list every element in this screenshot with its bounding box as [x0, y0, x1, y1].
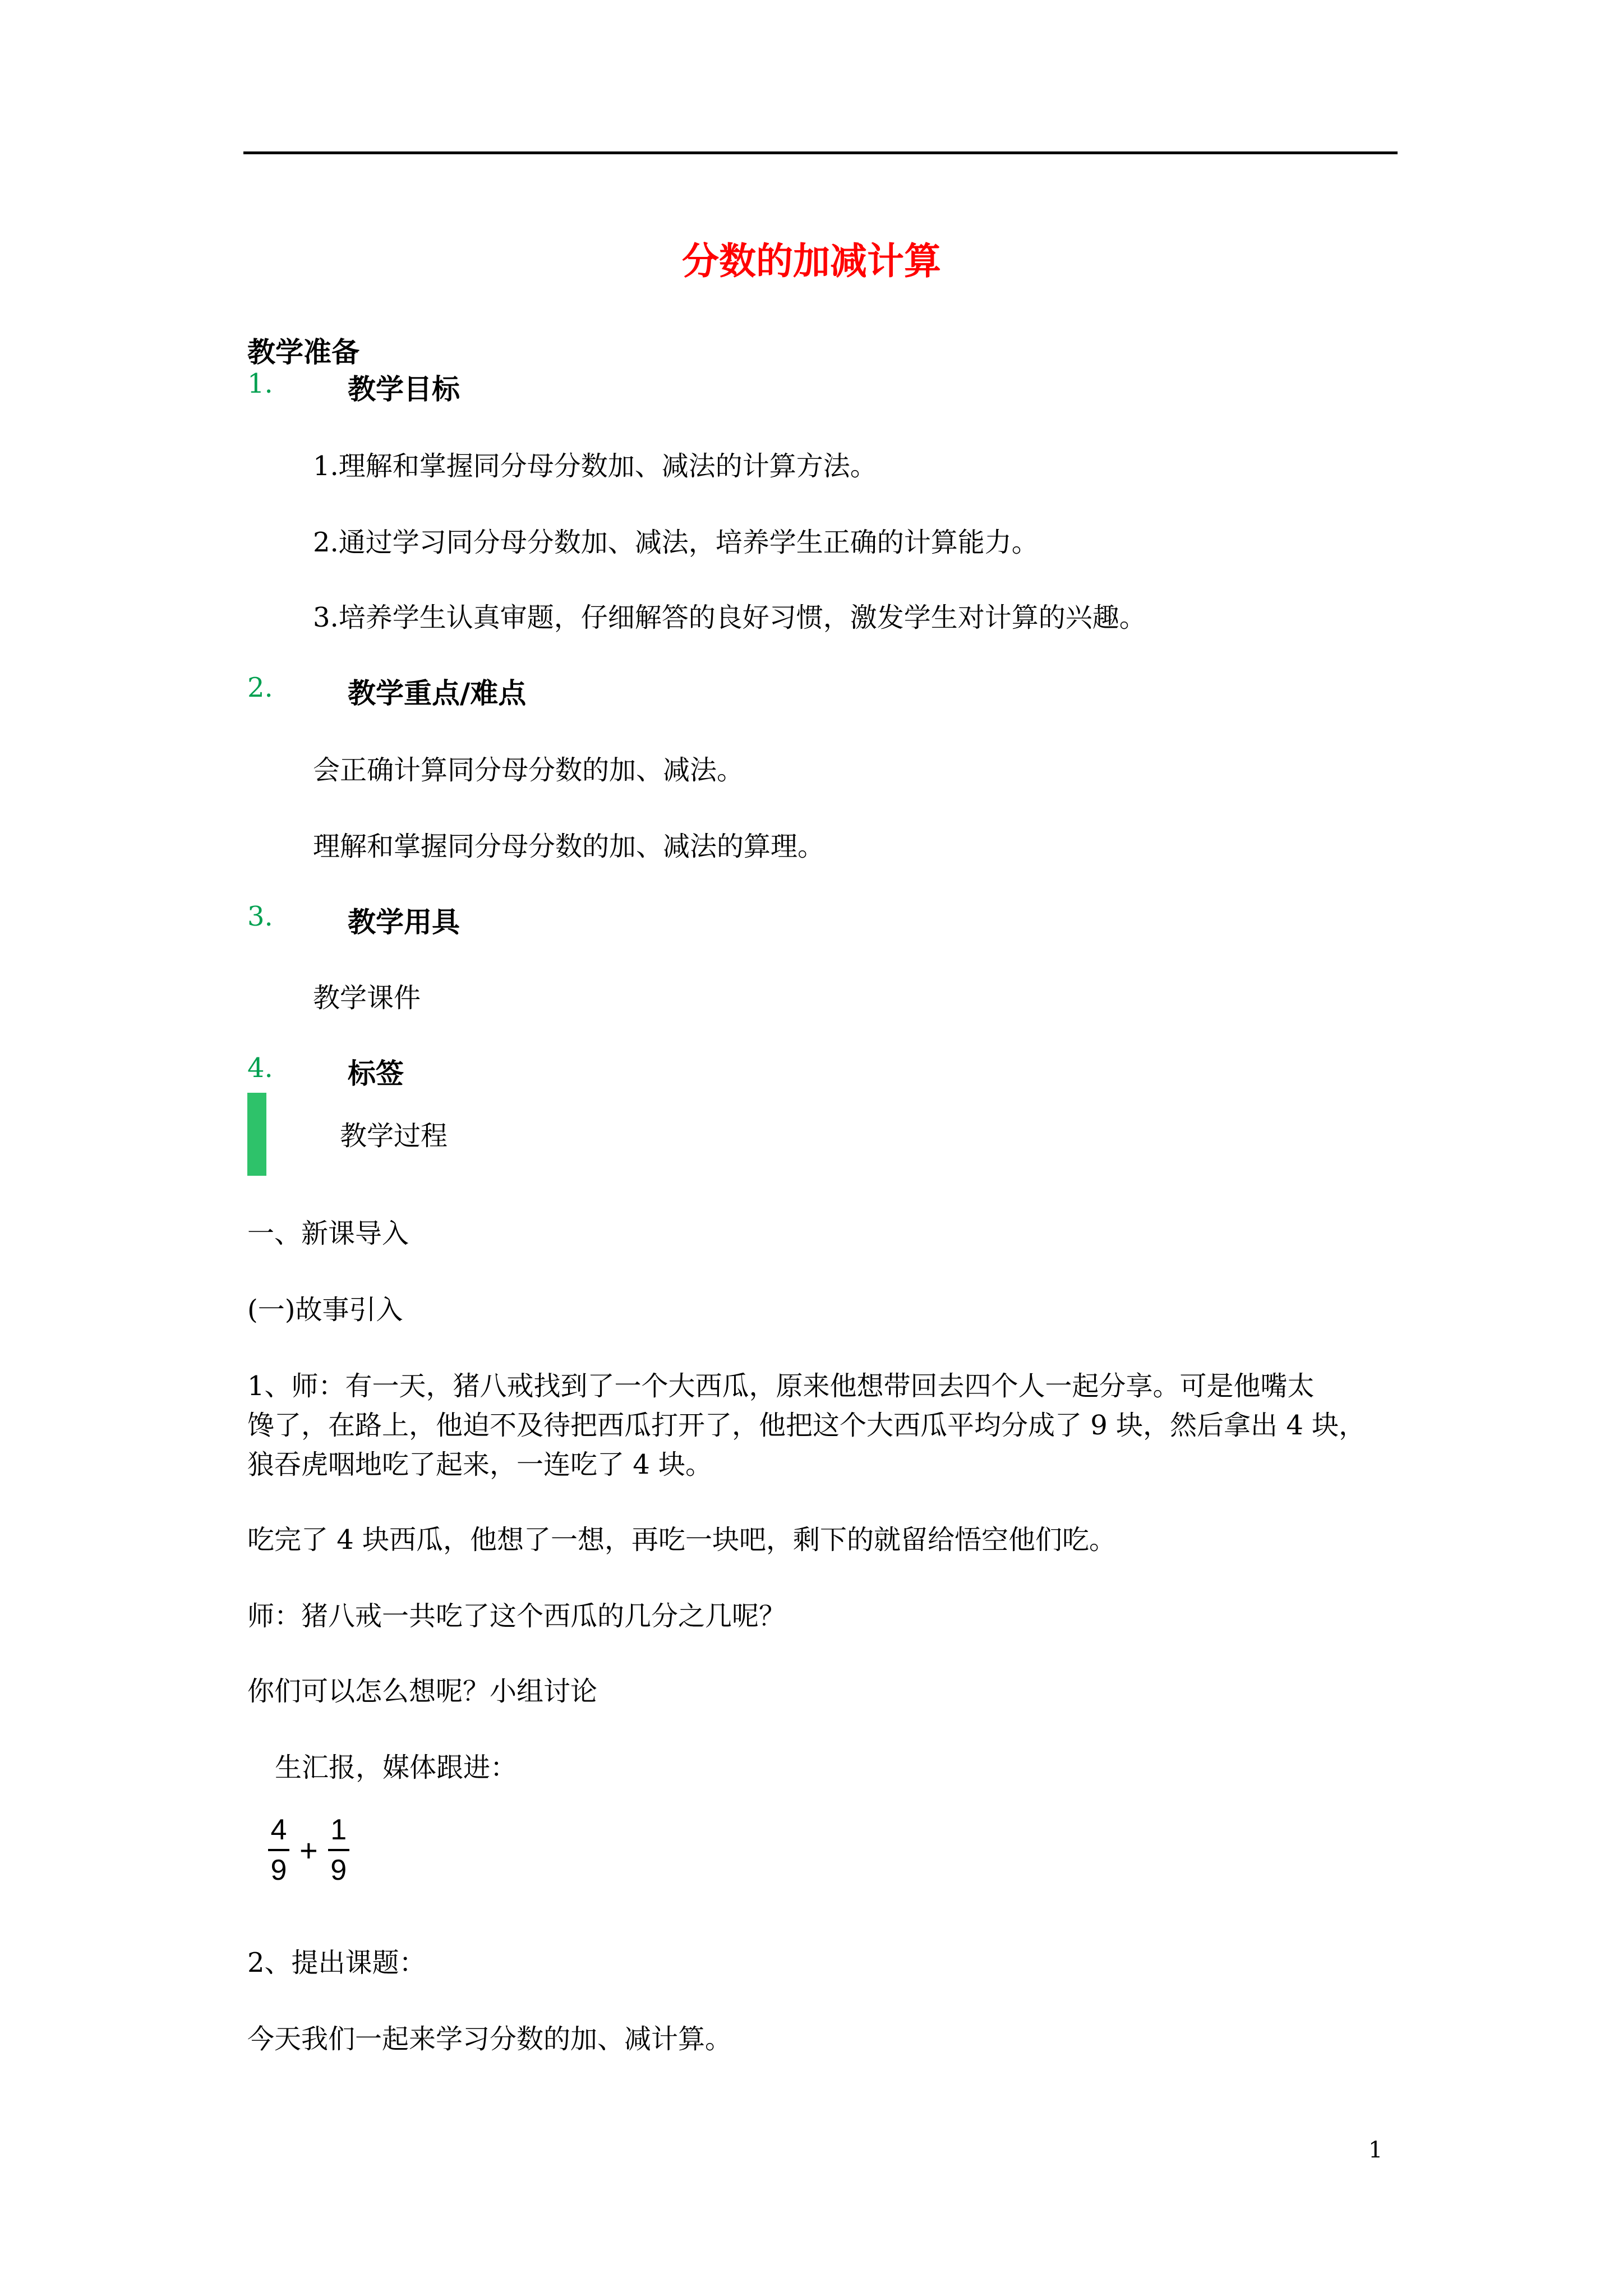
paragraph-story-line-1: 1、师：有一天，猪八戒找到了一个大西瓜，原来他想带回去四个人一起分享。可是他嘴太 — [247, 1370, 1315, 1402]
fraction-bar — [268, 1849, 289, 1851]
item-3-heading: 教学用具 — [348, 905, 460, 938]
fraction-b-denominator: 9 — [330, 1854, 347, 1887]
item-2-number: 2. — [247, 672, 273, 703]
item-2-line-2: 理解和掌握同分母分数的加、减法的算理。 — [313, 831, 825, 862]
fraction-one-ninth — [328, 1813, 349, 1887]
paragraph-story-line-2: 馋了，在路上，他迫不及待把西瓜打开了，他把这个大西瓜平均分成了 9 块，然后拿出 4 块， — [247, 1410, 1366, 1441]
paragraph-new-lesson: 一、新课导入 — [247, 1218, 409, 1249]
process-accent-bar — [247, 1093, 266, 1176]
paragraph-discussion: 你们可以怎么想呢？小组讨论 — [247, 1676, 598, 1707]
item-3-line-1: 教学课件 — [313, 982, 421, 1014]
item-2-heading: 教学重点/难点 — [348, 677, 527, 710]
item-1-number: 1. — [247, 368, 273, 399]
paragraph-today: 今天我们一起来学习分数的加、减计算。 — [247, 2023, 732, 2055]
document-title: 分数的加减计算 — [682, 239, 941, 283]
fraction-formula — [268, 1813, 349, 1887]
paragraph-report: 生汇报，媒体跟进： — [275, 1752, 518, 1783]
item-1-line-3: 3.培养学生认真审题，仔细解答的良好习惯，激发学生对计算的兴趣。 — [313, 602, 1146, 633]
header-rule — [243, 151, 1398, 154]
fraction-a-denominator: 9 — [270, 1854, 287, 1887]
item-4-number: 4. — [247, 1052, 273, 1084]
item-3-number: 3. — [247, 901, 273, 932]
paragraph-teacher-question: 师：猪八戒一共吃了这个西瓜的几分之几呢？ — [247, 1600, 786, 1632]
item-2-line-1: 会正确计算同分母分数的加、减法。 — [313, 754, 744, 786]
fraction-a-numerator: 4 — [270, 1814, 287, 1846]
fraction-bar — [328, 1849, 349, 1851]
item-1-line-2: 2.通过学习同分母分数加、减法，培养学生正确的计算能力。 — [313, 527, 1039, 558]
plus-sign: + — [299, 1832, 318, 1868]
paragraph-after-eating: 吃完了 4 块西瓜，他想了一想，再吃一块吧，剩下的就留给悟空他们吃。 — [247, 1524, 1117, 1556]
item-1-line-1: 1.理解和掌握同分母分数加、减法的计算方法。 — [313, 450, 877, 482]
item-1-heading: 教学目标 — [348, 372, 460, 406]
paragraph-story-line-3: 狼吞虎咽地吃了起来，一连吃了 4 块。 — [247, 1449, 713, 1480]
paragraph-story-intro: (一)故事引入 — [247, 1294, 403, 1326]
fraction-b-numerator: 1 — [330, 1814, 347, 1846]
section-heading: 教学准备 — [247, 335, 359, 369]
item-4-heading: 标签 — [348, 1057, 404, 1090]
process-title: 教学过程 — [340, 1120, 448, 1152]
paragraph-topic: 2、提出课题： — [247, 1947, 426, 1978]
page-number: 1 — [1368, 2137, 1383, 2163]
fraction-four-ninths — [268, 1813, 289, 1887]
